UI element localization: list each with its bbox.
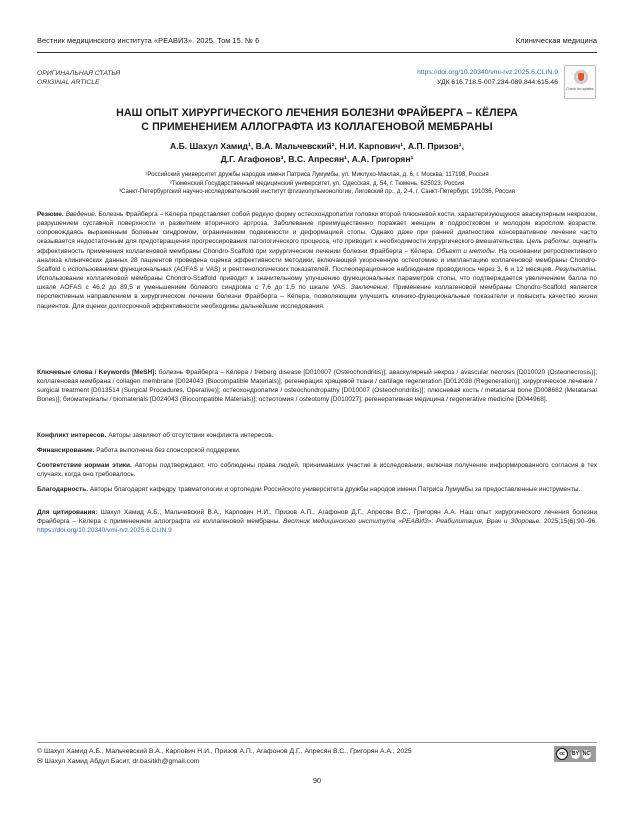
footer-divider <box>37 742 597 743</box>
article-identifiers <box>417 68 558 87</box>
funding <box>37 446 597 455</box>
abstract-label: Резюме. <box>37 211 64 218</box>
cc-icon: cc <box>556 748 568 760</box>
keywords <box>37 368 597 405</box>
header-divider <box>37 52 597 53</box>
aim-label: Цель работы: <box>526 238 571 246</box>
journal-title: Вестник медицинского института «РЕАВИЗ». 2025. Том 15. № 6 <box>37 36 260 45</box>
keywords-text: болезнь Фрайберга – Кёлера / freiberg disease [D010007 (Osteochondritis)]; аваскулярный некроз / avascular necrosis [D010020 (Osteonecrosis)]; коллагеновая мембрана / collagen membrane [D024043 (Biocompatible Materials)]; регенерация хрящевой ткани / cartilage regeneration [D012038 (Regeneration)]; хирургическое лечение / surgical treatment [D013514 (Surgical Procedures, Operative)]; остеохондропатия / osteochondropathy [D010007 (Osteochondritis)]; плюсневая кость / metatarsal bone [D008682 (Metatarsal Bones)]; биоматериалы / biomaterials [D024043 (Biocompatible Materials)]; остеотомия / osteotomy [D010027]; регенеративная медицина / regenerative medicine [D044968]. <box>37 369 597 404</box>
authors-line-2: Д.Г. Агафонов³, В.С. Апресян¹, А.А. Григорян¹ <box>220 153 414 164</box>
affiliation-1: ¹Российский университет дружбы народов имени Патриса Лумумбы, ул. Миклухо-Маклая, д. 6, г. Москва, 117198, Россия <box>145 171 489 178</box>
conflict-text: Авторы заявляют об отсутствии конфликта интересов. <box>108 432 274 439</box>
footer <box>37 747 412 767</box>
by-icon: BY <box>572 751 579 757</box>
intro-label: Введение. <box>65 211 97 218</box>
abstract <box>37 210 597 311</box>
affiliation-2: ²Тюменский Государственный медицинский университет, ул. Одесская, д. 54, г. Тюмень, 625023, Россия <box>169 179 465 187</box>
funding-label: Финансирование. <box>37 447 95 454</box>
nc-icon: NC <box>582 751 591 757</box>
affiliation-3: ³Санкт-Петербургский научно-исследовательский институт фтизиопульмонологии, Лиговский пр., д. 2-4, г. Санкт-Петербург, 191036, Россия <box>119 188 515 195</box>
affiliations <box>37 171 597 197</box>
methods-label: Объект и методы. <box>436 247 497 255</box>
funding-text: Работа выполнена без спонсорской поддержки. <box>96 447 241 454</box>
conclusion-label: Заключение. <box>350 284 390 292</box>
copyright: © Шахул Хамид А.Б., Мальчевский В.А., Карпович Н.И., Призов А.П., Агафонов Д.Г., Апресян В.С., Григорян А.А., 2025 <box>37 748 412 755</box>
article-type-ru: ОРИГИНАЛЬНАЯ СТАТЬЯ <box>37 70 121 77</box>
thanks-label: Благодарность. <box>37 486 89 493</box>
bookmark-icon <box>578 73 584 81</box>
conflict-of-interest <box>37 431 597 440</box>
title-line-1: НАШ ОПЫТ ХИРУРГИЧЕСКОГО ЛЕЧЕНИЯ БОЛЕЗНИ ФРАЙБЕРГА – КЁЛЕРА <box>116 107 518 119</box>
check-updates-badge[interactable] <box>564 65 596 99</box>
cc-license-badge[interactable] <box>554 746 596 762</box>
corresponding-author: ✉ Шахул Хамид Абдул Басит, dr.basitkh@gmail.com <box>37 758 200 765</box>
keywords-label: Ключевые слова / Keywords [MeSH]: <box>37 369 157 376</box>
conflict-label: Конфликт интересов. <box>37 432 107 439</box>
methods-text: На основании ретроспективного анализа клинических данных 28 пациентов проведена оценка эффективности методики, включающей укороченную остеотомию и имплантацию коллагеновой мембраны Chondro-Scaffold с использованием функциональных (AOFAS и VAS) и рентгенологических показателей. Послеоперационное наблюдение проводилось через 3, 6 и 12 месяцев. <box>37 247 598 273</box>
article-type-en: ORIGINAL ARTICLE <box>37 79 100 86</box>
cite-text: Шахул Хамид А.Б., Мальчевский В.А., Карпович Н.И., Призов А.П., Агафонов Д.Г., Апресян В.С., Григорян А.А. Наш опыт хирургического лечения болезни Фрайберга – Кёлера с применением аллографта из коллагеновой мембраны. <box>37 509 598 526</box>
cite-journal: Вестник медицинского института «РЕАВИЗ»: Реабилитация, Врач и Здоровье. <box>283 518 541 526</box>
article-title <box>37 106 597 134</box>
title-line-2: С ПРИМЕНЕНИЕМ АЛЛОГРАФТА ИЗ КОЛЛАГЕНОВОЙ МЕМБРАНЫ <box>141 121 493 133</box>
ethics-label: Соответствие нормам этики. <box>37 462 132 469</box>
article-type <box>37 69 120 87</box>
results-label: Результаты. <box>555 265 597 273</box>
citation <box>37 508 597 535</box>
running-header <box>37 36 597 50</box>
aim-text: оценить эффективность применения коллагеновой мембраны Chondro-Scaffold при хирургическом лечении болезни Фрайберга – Кёлера. <box>37 238 597 255</box>
results-text: Использование коллагеновой мембраны Chondro-Scaffold приводит к значительному улучшению функциональных параметров стопы, что подтверждается увеличением балла по шкале AOFAS с 46,2 до 89,5 и уменьшением болевого синдрома с 7,6 до 1,5 по шкале VAS. <box>37 275 597 292</box>
thanks-text: Авторы благодарят кафедру травматологии и ортопедии Российского университета дружбы народов имени Патриса Лумумбы за предоставленные инструменты. <box>89 486 581 493</box>
doi-link[interactable]: https://doi.org/10.20340/vmi-rvz.2025.6.CLIN.9 <box>417 69 558 76</box>
intro-text: Болезнь Фрайберга – Кёлера представляет собой редкую форму остеохондропатии головки второй плюсневой кости, характеризующуюся аваскулярным некрозом, разрушением суставной поверхности и развитием вторичного артроза. Заболевание преимущественно поражает женщин в подростковом и молодом взрослом возрасте, сопровождаясь выраженным болевым синдромом, ограничением подвижности и деформацией стопы. Однако даже при ранней диагностике консервативное лечение часто оказывается недостаточным для предотвращения прогрессирования патологического процесса, что приводит к необходимости хирургического вмешательства. <box>37 211 598 246</box>
check-updates-label: Check for updates <box>566 87 594 91</box>
page-number: 90 <box>313 776 321 785</box>
cite-label: Для цитирования: <box>37 509 98 516</box>
cite-details: 2025;15(6):90–96. <box>543 518 597 526</box>
udc-code: УДК 616.718.5-007.234-089.844:615.46 <box>436 78 558 86</box>
ethics-statement <box>37 461 597 479</box>
conclusion-text: Применение коллагеновой мембраны Chondro-Scaffold является перспективным направлением в хирургическом лечении болезни Фрайберга – Кёлера, позволяющим улучшить клинико-функциональные показатели и повысить качество жизни пациентов. Для оценки долгосрочной эффективности необходимы дальнейшие исследования. <box>37 284 597 310</box>
authors-line-1: А.Б. Шахул Хамид¹, В.А. Мальчевский², Н.И. Карпович¹, А.П. Призов¹, <box>170 141 464 151</box>
ethics-text: Авторы подтверждают, что соблюдены права людей, принимавших участие в исследовании, включая получение информированного согласия в тех случаях, когда оно требовалось. <box>37 462 597 479</box>
acknowledgements <box>37 485 597 494</box>
cite-doi-link[interactable]: https://doi.org/10.20340/vmi-rvz.2025.6.CLIN.9 <box>37 527 172 535</box>
section-title: Клиническая медицина <box>515 36 597 45</box>
author-list <box>37 140 597 165</box>
